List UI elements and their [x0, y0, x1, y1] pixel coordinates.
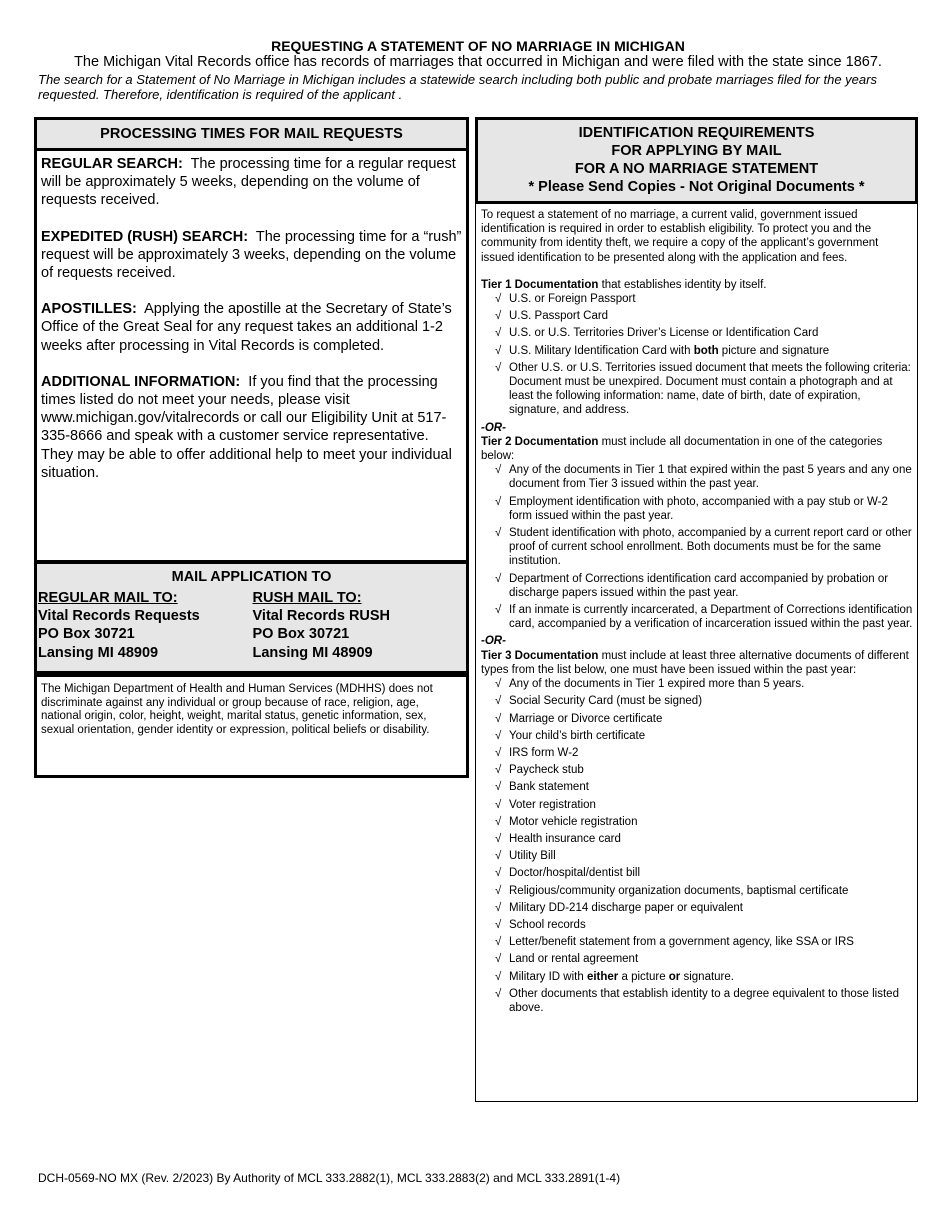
processing-times-box [34, 117, 469, 563]
tier3-list [481, 677, 913, 1015]
checkmark-icon: √ [495, 572, 502, 585]
tier1-text: that establishes identity by itself. [598, 278, 767, 291]
regular-mail-title: REGULAR MAIL TO: [38, 590, 178, 606]
list-item: √ Other U.S. or U.S. Territories issued document that meets the following criteria: Document must be unexpired. Document must contain a photograph and at least the following information: name, date of birth, date of expiration, signature, and address. [495, 361, 911, 417]
tier1-list [481, 292, 913, 418]
checkmark-icon: √ [495, 850, 502, 863]
checkmark-icon: √ [495, 310, 502, 323]
tier3-text: must include at least three alternative documents of different types from the list below, one must have been issued within the past year: [481, 649, 909, 676]
checkmark-icon: √ [495, 832, 502, 845]
checkmark-icon: √ [495, 361, 502, 374]
identification-intro: To request a statement of no marriage, a current valid, government issued identification is required in order to establish eligibility. To protect you and the community from identity theft, we require a copy of the applicant’s government issued identification to be presented along with the application and fees. [481, 209, 879, 264]
checkmark-icon: √ [495, 815, 502, 828]
regular-mail-line3: Lansing MI 48909 [38, 644, 159, 661]
apostilles-label: APOSTILLES: [41, 301, 137, 318]
regular-search-text: The processing time for a regular request will be approximately 5 weeks, depending on the volume of requests received. [41, 156, 456, 209]
list-item: √ IRS form W-2 [495, 746, 579, 759]
checkmark-icon: √ [495, 867, 502, 880]
list-item: √ Health insurance card [495, 832, 621, 845]
list-item: √ Your child’s birth certificate [495, 729, 646, 742]
list-item: √ Other documents that establish identity to a degree equivalent to those listed above. [495, 987, 899, 1014]
mail-application-box [34, 561, 469, 674]
list-item: √ Bank statement [495, 781, 589, 794]
list-item: √ Social Security Card (must be signed) [495, 695, 703, 708]
tier2-text: must include all documentation in one of the categories below: [481, 435, 883, 463]
expedited-search-label: EXPEDITED (RUSH) SEARCH: [41, 228, 249, 245]
list-item: √ Military ID with either a picture or signature. [495, 970, 734, 983]
tier1-heading [481, 278, 913, 292]
identification-requirements-box [475, 117, 918, 1102]
list-item: √ Utility Bill [495, 850, 556, 863]
list-item: √ Doctor/hospital/dentist bill [495, 867, 641, 880]
form-footer: DCH-0569-NO MX (Rev. 2/2023) By Authority of MCL 333.2882(1), MCL 333.2883(2) and MCL 333.2891(1-4) [38, 1171, 621, 1185]
checkmark-icon: √ [495, 746, 502, 759]
rush-mail-title: RUSH MAIL TO: [252, 590, 362, 606]
list-item: √ School records [495, 918, 586, 931]
tier2-label: Tier 2 Documentation [481, 435, 599, 448]
mail-application-heading: MAIL APPLICATION TO [171, 569, 332, 585]
list-item: √ Religious/community organization documents, baptismal certificate [495, 884, 849, 897]
regular-mail-line2: PO Box 30721 [38, 626, 135, 643]
checkmark-icon: √ [495, 695, 502, 708]
tier1-label: Tier 1 Documentation [481, 278, 599, 291]
checkmark-icon: √ [495, 527, 502, 540]
checkmark-icon: √ [495, 293, 502, 306]
checkmark-icon: √ [495, 327, 502, 340]
additional-info-text: If you find that the processing times listed do not meet your needs, please visit www.michigan.gov/vitalrecords or call our Eligibility Unit at 517-335-8666 and speak with a customer service representative. They may be able to offer additional help to meet your individual situation. [41, 373, 452, 481]
expedited-search-paragraph [41, 228, 462, 283]
rush-mail-line1: Vital Records RUSH [252, 608, 391, 625]
checkmark-icon: √ [495, 936, 502, 949]
intro-text: The Michigan Vital Records office has records of marriages that occurred in Michigan and were filed with the state since 1867. [74, 54, 882, 70]
identification-heading-line4: * Please Send Copies - Not Original Documents * [528, 179, 865, 195]
list-item: √ Employment identification with photo, accompanied with a pay stub or W-2 form issued within the past year. [495, 495, 888, 522]
document-header [38, 38, 918, 102]
checkmark-icon: √ [495, 798, 502, 811]
intro-italic-text: The search for a Statement of No Marriage in Michigan includes a statewide search including both public and probate marriages filed for the years requested. Therefore, identification is required of the applicant . [38, 72, 877, 102]
rush-mail-line3: Lansing MI 48909 [252, 644, 373, 661]
expedited-search-text: The processing time for a “rush” request will be approximately 3 weeks, depending on the volume of requests received. [41, 228, 462, 282]
or-separator: -OR- [481, 635, 506, 648]
apostilles-paragraph [41, 300, 462, 355]
list-item: √ Land or rental agreement [495, 953, 639, 966]
list-item: √ Motor vehicle registration [495, 815, 638, 828]
checkmark-icon: √ [495, 918, 502, 931]
identification-heading-line3: FOR A NO MARRIAGE STATEMENT [574, 161, 819, 177]
list-item: √ U.S. or Foreign Passport [495, 293, 636, 306]
regular-mail-line1: Vital Records Requests [38, 608, 200, 625]
tier2-list [481, 463, 913, 631]
identification-heading [475, 117, 918, 204]
checkmark-icon: √ [495, 712, 502, 725]
or-separator: -OR- [481, 421, 506, 434]
checkmark-icon: √ [495, 604, 502, 617]
rush-mail-address [252, 589, 467, 662]
list-item: √ Department of Corrections identification card accompanied by probation or discharge papers issued within the past year. [495, 572, 889, 599]
apostilles-text: Applying the apostille at the Secretary of State’s Office of the Great Seal for any request takes an additional 1-2 weeks after processing in Vital Records is completed. [41, 301, 452, 354]
checkmark-icon: √ [495, 987, 502, 1000]
list-item: √ Military DD-214 discharge paper or equivalent [495, 901, 743, 914]
checkmark-icon: √ [495, 344, 502, 357]
list-item: √ Any of the documents in Tier 1 that expired within the past 5 years and any one document from Tier 3 issued within the past year. [495, 464, 912, 491]
list-item: √ U.S. Passport Card [495, 310, 609, 323]
regular-mail-address [37, 589, 252, 662]
checkmark-icon: √ [495, 884, 502, 897]
processing-times-heading: PROCESSING TIMES FOR MAIL REQUESTS [37, 120, 466, 151]
checkmark-icon: √ [495, 495, 502, 508]
regular-search-label: REGULAR SEARCH: [41, 156, 183, 172]
nondiscrimination-box [34, 674, 469, 778]
list-item: √ Paycheck stub [495, 764, 584, 777]
identification-heading-line1: IDENTIFICATION REQUIREMENTS [578, 125, 815, 141]
list-item: √ U.S. or U.S. Territories Driver’s License or Identification Card [495, 327, 819, 340]
checkmark-icon: √ [495, 970, 502, 983]
nondiscrimination-text: The Michigan Department of Health and Human Services (MDHHS) does not discriminate against any individual or group because of race, religion, age, national origin, color, height, weight, marital status, genetic information, sex, sexual orientation, gender identity or expression, political beliefs or disability. [41, 683, 433, 736]
page-title: REQUESTING A STATEMENT OF NO MARRIAGE IN MICHIGAN [271, 38, 685, 54]
list-item: √ Any of the documents in Tier 1 expired more than 5 years. [495, 678, 805, 691]
list-item: √ Letter/benefit statement from a government agency, like SSA or IRS [495, 936, 854, 949]
checkmark-icon: √ [495, 729, 502, 742]
tier2-heading [481, 435, 913, 463]
additional-info-paragraph [41, 373, 462, 482]
checkmark-icon: √ [495, 678, 502, 691]
additional-info-label: ADDITIONAL INFORMATION: [41, 373, 241, 390]
checkmark-icon: √ [495, 901, 502, 914]
list-item: √ U.S. Military Identification Card with both picture and signature [495, 344, 830, 357]
checkmark-icon: √ [495, 764, 502, 777]
tier3-heading [481, 649, 913, 677]
list-item: √ If an inmate is currently incarcerated, a Department of Corrections identification card, accompanied by a verification of incarceration issued within the past year. [495, 604, 913, 631]
checkmark-icon: √ [495, 781, 502, 794]
list-item: √ Marriage or Divorce certificate [495, 712, 663, 725]
list-item: √ Student identification with photo, accompanied by a current report card or other proof of current school enrollment. Both documents must be for the same institution. [495, 527, 912, 568]
checkmark-icon: √ [495, 464, 502, 477]
regular-search-paragraph [41, 155, 462, 210]
identification-heading-line2: FOR APPLYING BY MAIL [611, 143, 782, 159]
list-item: √ Voter registration [495, 798, 596, 811]
tier3-label: Tier 3 Documentation [481, 649, 599, 662]
checkmark-icon: √ [495, 953, 502, 966]
rush-mail-line2: PO Box 30721 [252, 626, 350, 643]
